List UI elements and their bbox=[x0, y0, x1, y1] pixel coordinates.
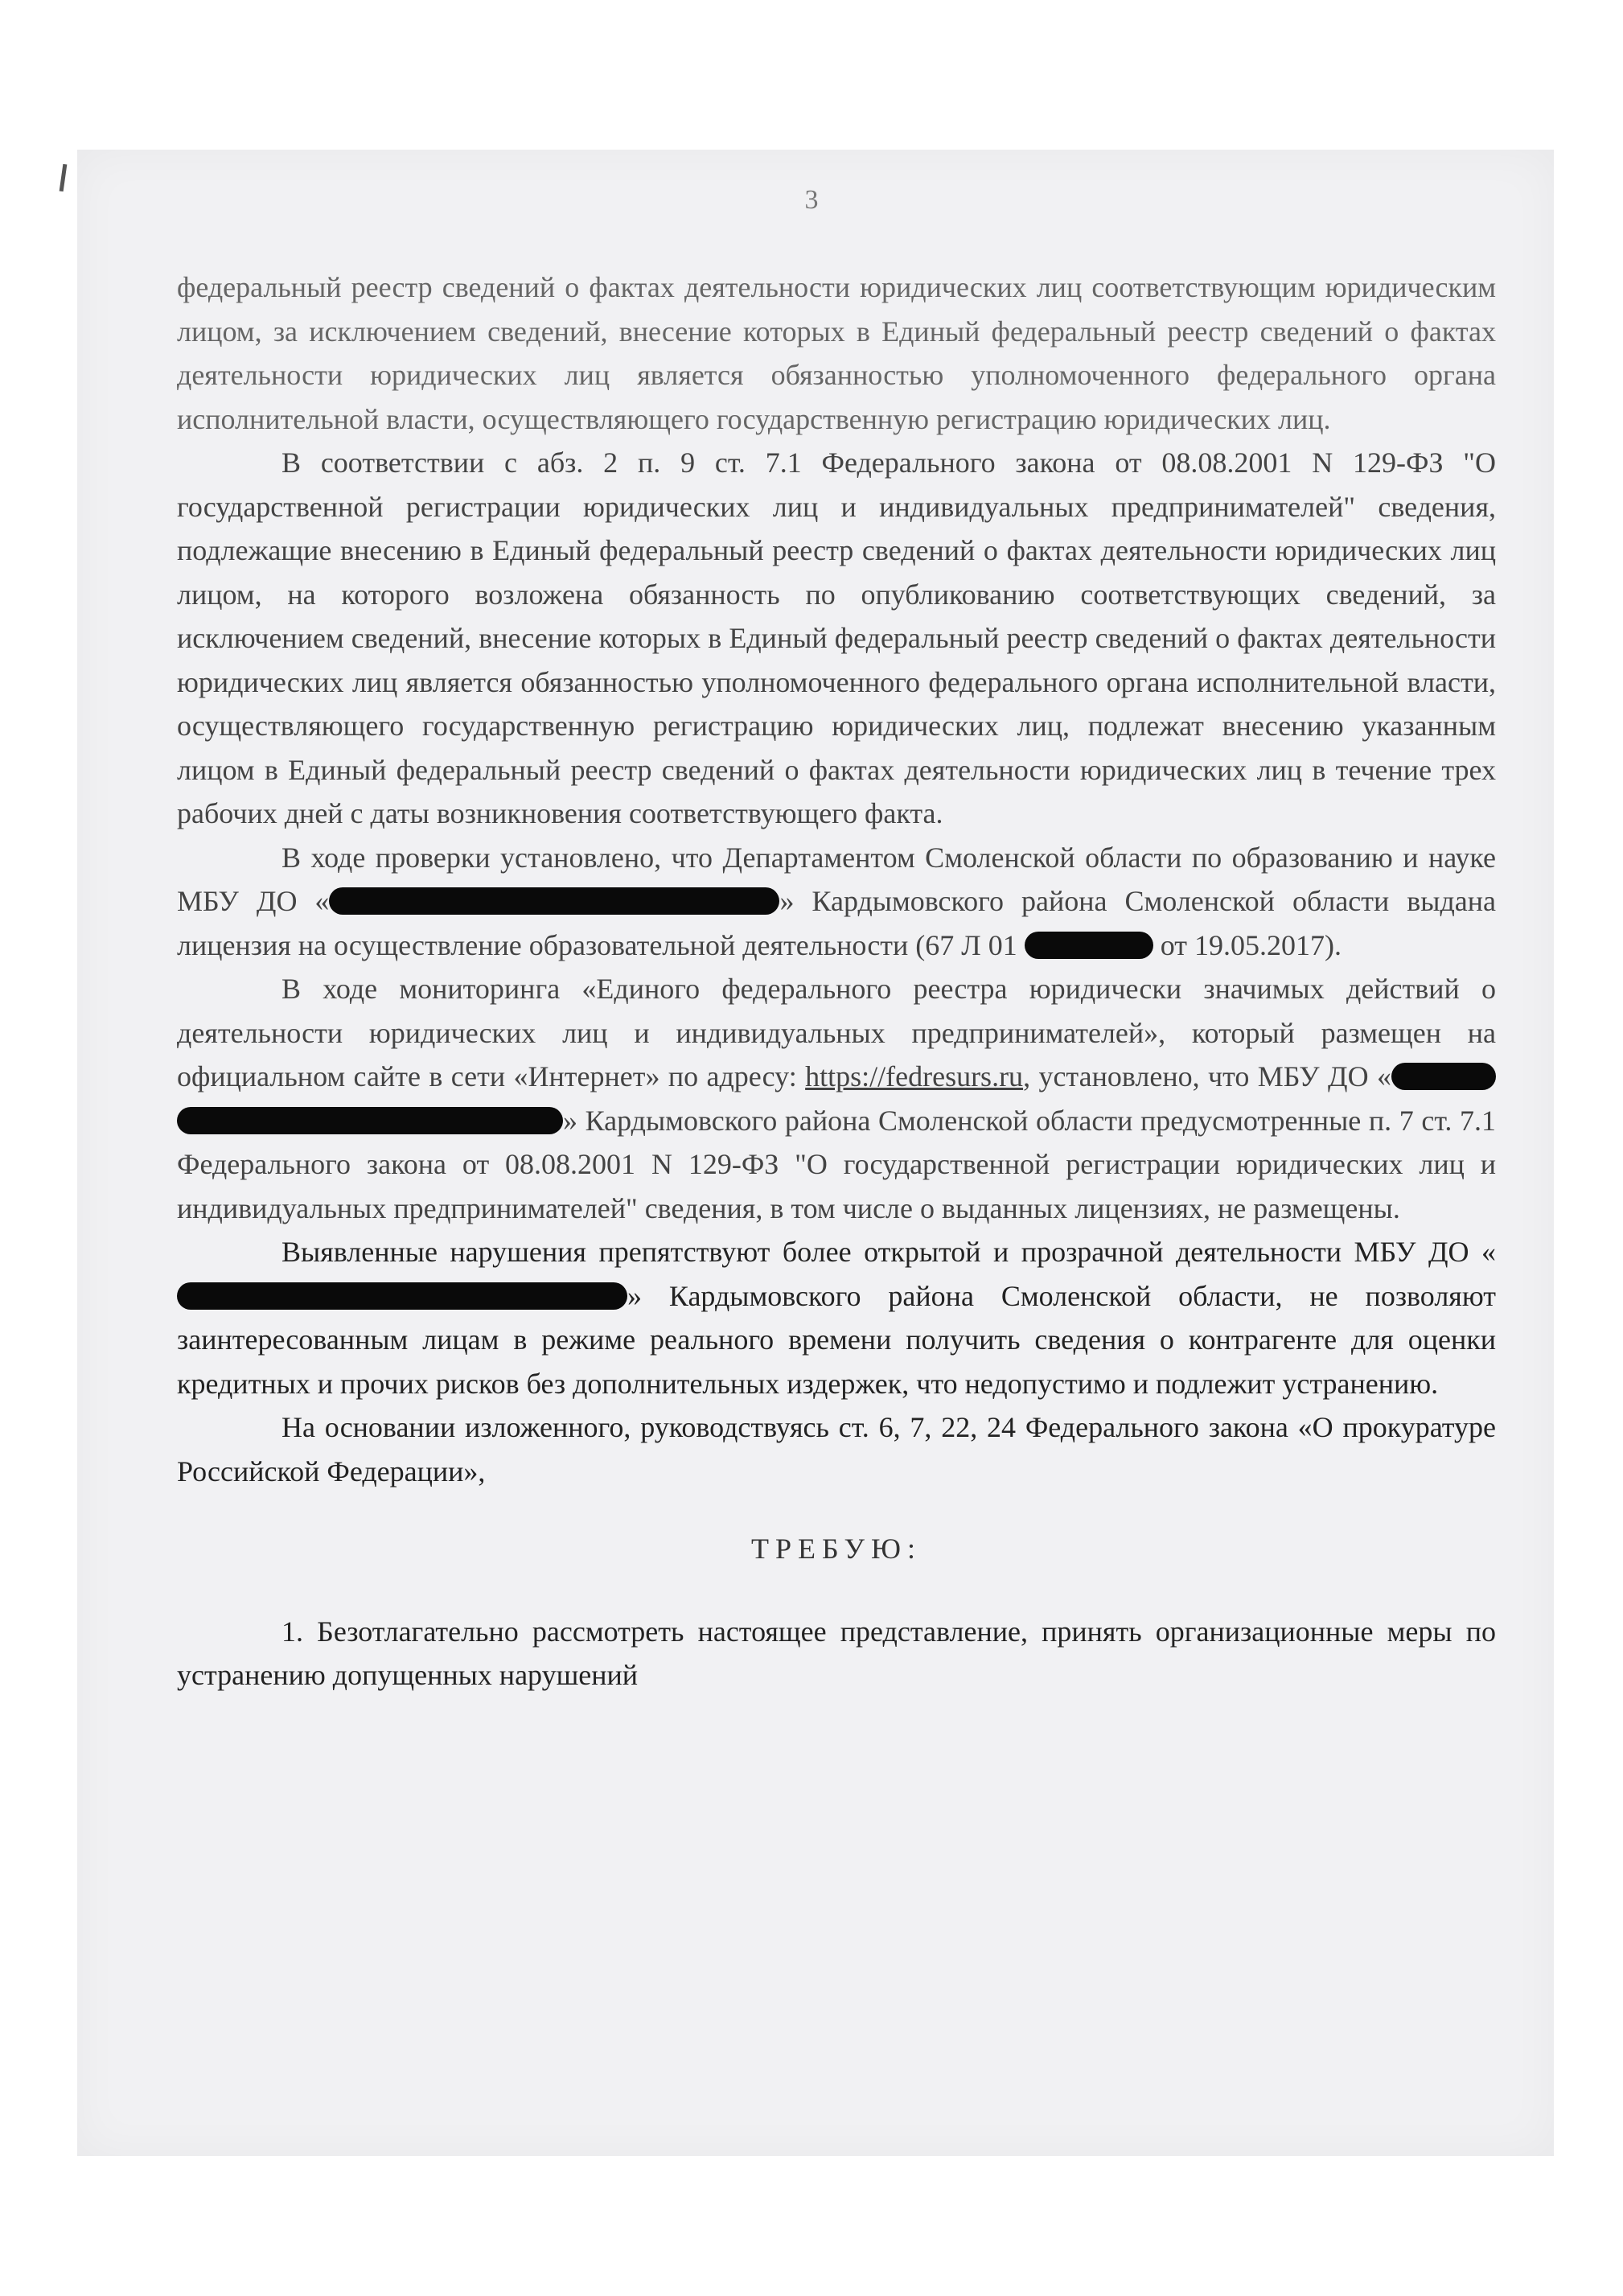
paragraph-5-text-b: » Кардымовского района Смоленской области, не позволяют заинтересованным лицам в режиме реального времени получить сведения о контрагенте для оценки кредитных и прочих рисков без дополнительных издержек, что недопустимо и подлежит устранению. bbox=[177, 1279, 1496, 1400]
paragraph-3-text-b: » Кардымовского района Смоленской области выдана лицензия на осуществление образовательной деятельности (67 Л 01 bbox=[177, 885, 1496, 961]
paragraph-6: На основании изложенного, руководствуясь ст. 6, 7, 22, 24 Федерального закона «О прокуратуре Российской Федерации», bbox=[177, 1411, 1496, 1487]
redaction-bar bbox=[1025, 932, 1153, 959]
paragraph-3-text-a: В ходе проверки установлено, что Департаментом Смоленской области по образованию и науке МБУ ДО « bbox=[177, 841, 1496, 917]
paragraph-5 bbox=[177, 1230, 1496, 1405]
fedresurs-link[interactable]: https://fedresurs.ru bbox=[805, 1060, 1024, 1092]
paragraph-1: федеральный реестр сведений о фактах деятельности юридических лиц соответствующим юридическим лицом, за исключением сведений, внесение которых в Единый федеральный реестр сведений о фактах деятельности юридических лиц является обязанностью уполномоченного федерального органа исполнительной власти, осуществляющего государственную регистрацию юридических лиц. bbox=[177, 271, 1496, 435]
paragraph-5-text-a: Выявленные нарушения препятствуют более открытой и прозрачной деятельности МБУ ДО « bbox=[281, 1236, 1496, 1268]
demand-heading: ТРЕБУЮ: bbox=[751, 1533, 922, 1565]
redaction-bar bbox=[177, 1107, 563, 1134]
paragraph-4-text-c: » Кардымовского района Смоленской области предусмотренные п. 7 ст. 7.1 Федерального закона от 08.08.2001 N 129-ФЗ "О государственной регистрации юридических лиц и индивидуальных предпринимателей" сведения, в том числе о выданных лицензиях, не размещены. bbox=[177, 1104, 1496, 1224]
paragraph-4-text-b: , установлено, что МБУ ДО « bbox=[1023, 1060, 1391, 1092]
paragraph-4-text-a: В ходе мониторинга «Единого федерального реестра юридически значимых действий о деятельности юридических лиц и индивидуальных предпринимателей», который размещен на официальном сайте в сети «Интернет» по адресу: bbox=[177, 973, 1496, 1092]
paragraph-3-text-c: от 19.05.2017). bbox=[1153, 928, 1342, 961]
redaction-bar bbox=[329, 887, 779, 915]
redaction-bar bbox=[1391, 1063, 1496, 1090]
paragraph-4 bbox=[177, 967, 1496, 1230]
page-number: 3 bbox=[804, 185, 819, 215]
document-body bbox=[177, 265, 1496, 1697]
redaction-bar bbox=[177, 1282, 627, 1310]
paragraph-7: 1. Безотлагательно рассмотреть настоящее представление, принять организационные меры по устранению допущенных нарушений bbox=[177, 1615, 1496, 1691]
paragraph-2: В соответствии с абз. 2 п. 9 ст. 7.1 Федерального закона от 08.08.2001 N 129-ФЗ "О государственной регистрации юридических лиц и индивидуальных предпринимателей" сведения, подлежащие внесению в Единый федеральный реестр сведений о фактах деятельности юридических лиц лицом, на которого возложена обязанность по опубликованию соответствующих сведений, за исключением сведений, внесение которых в Единый федеральный реестр сведений о фактах деятельности юридических лиц является обязанностью уполномоченного федерального органа исполнительной власти, осуществляющего государственную регистрацию юридических лиц, подлежат внесению указанным лицом в Единый федеральный реестр сведений о фактах деятельности юридических лиц в течение трех рабочих дней с даты возникновения соответствующего факта. bbox=[177, 446, 1496, 829]
paragraph-3 bbox=[177, 836, 1496, 968]
